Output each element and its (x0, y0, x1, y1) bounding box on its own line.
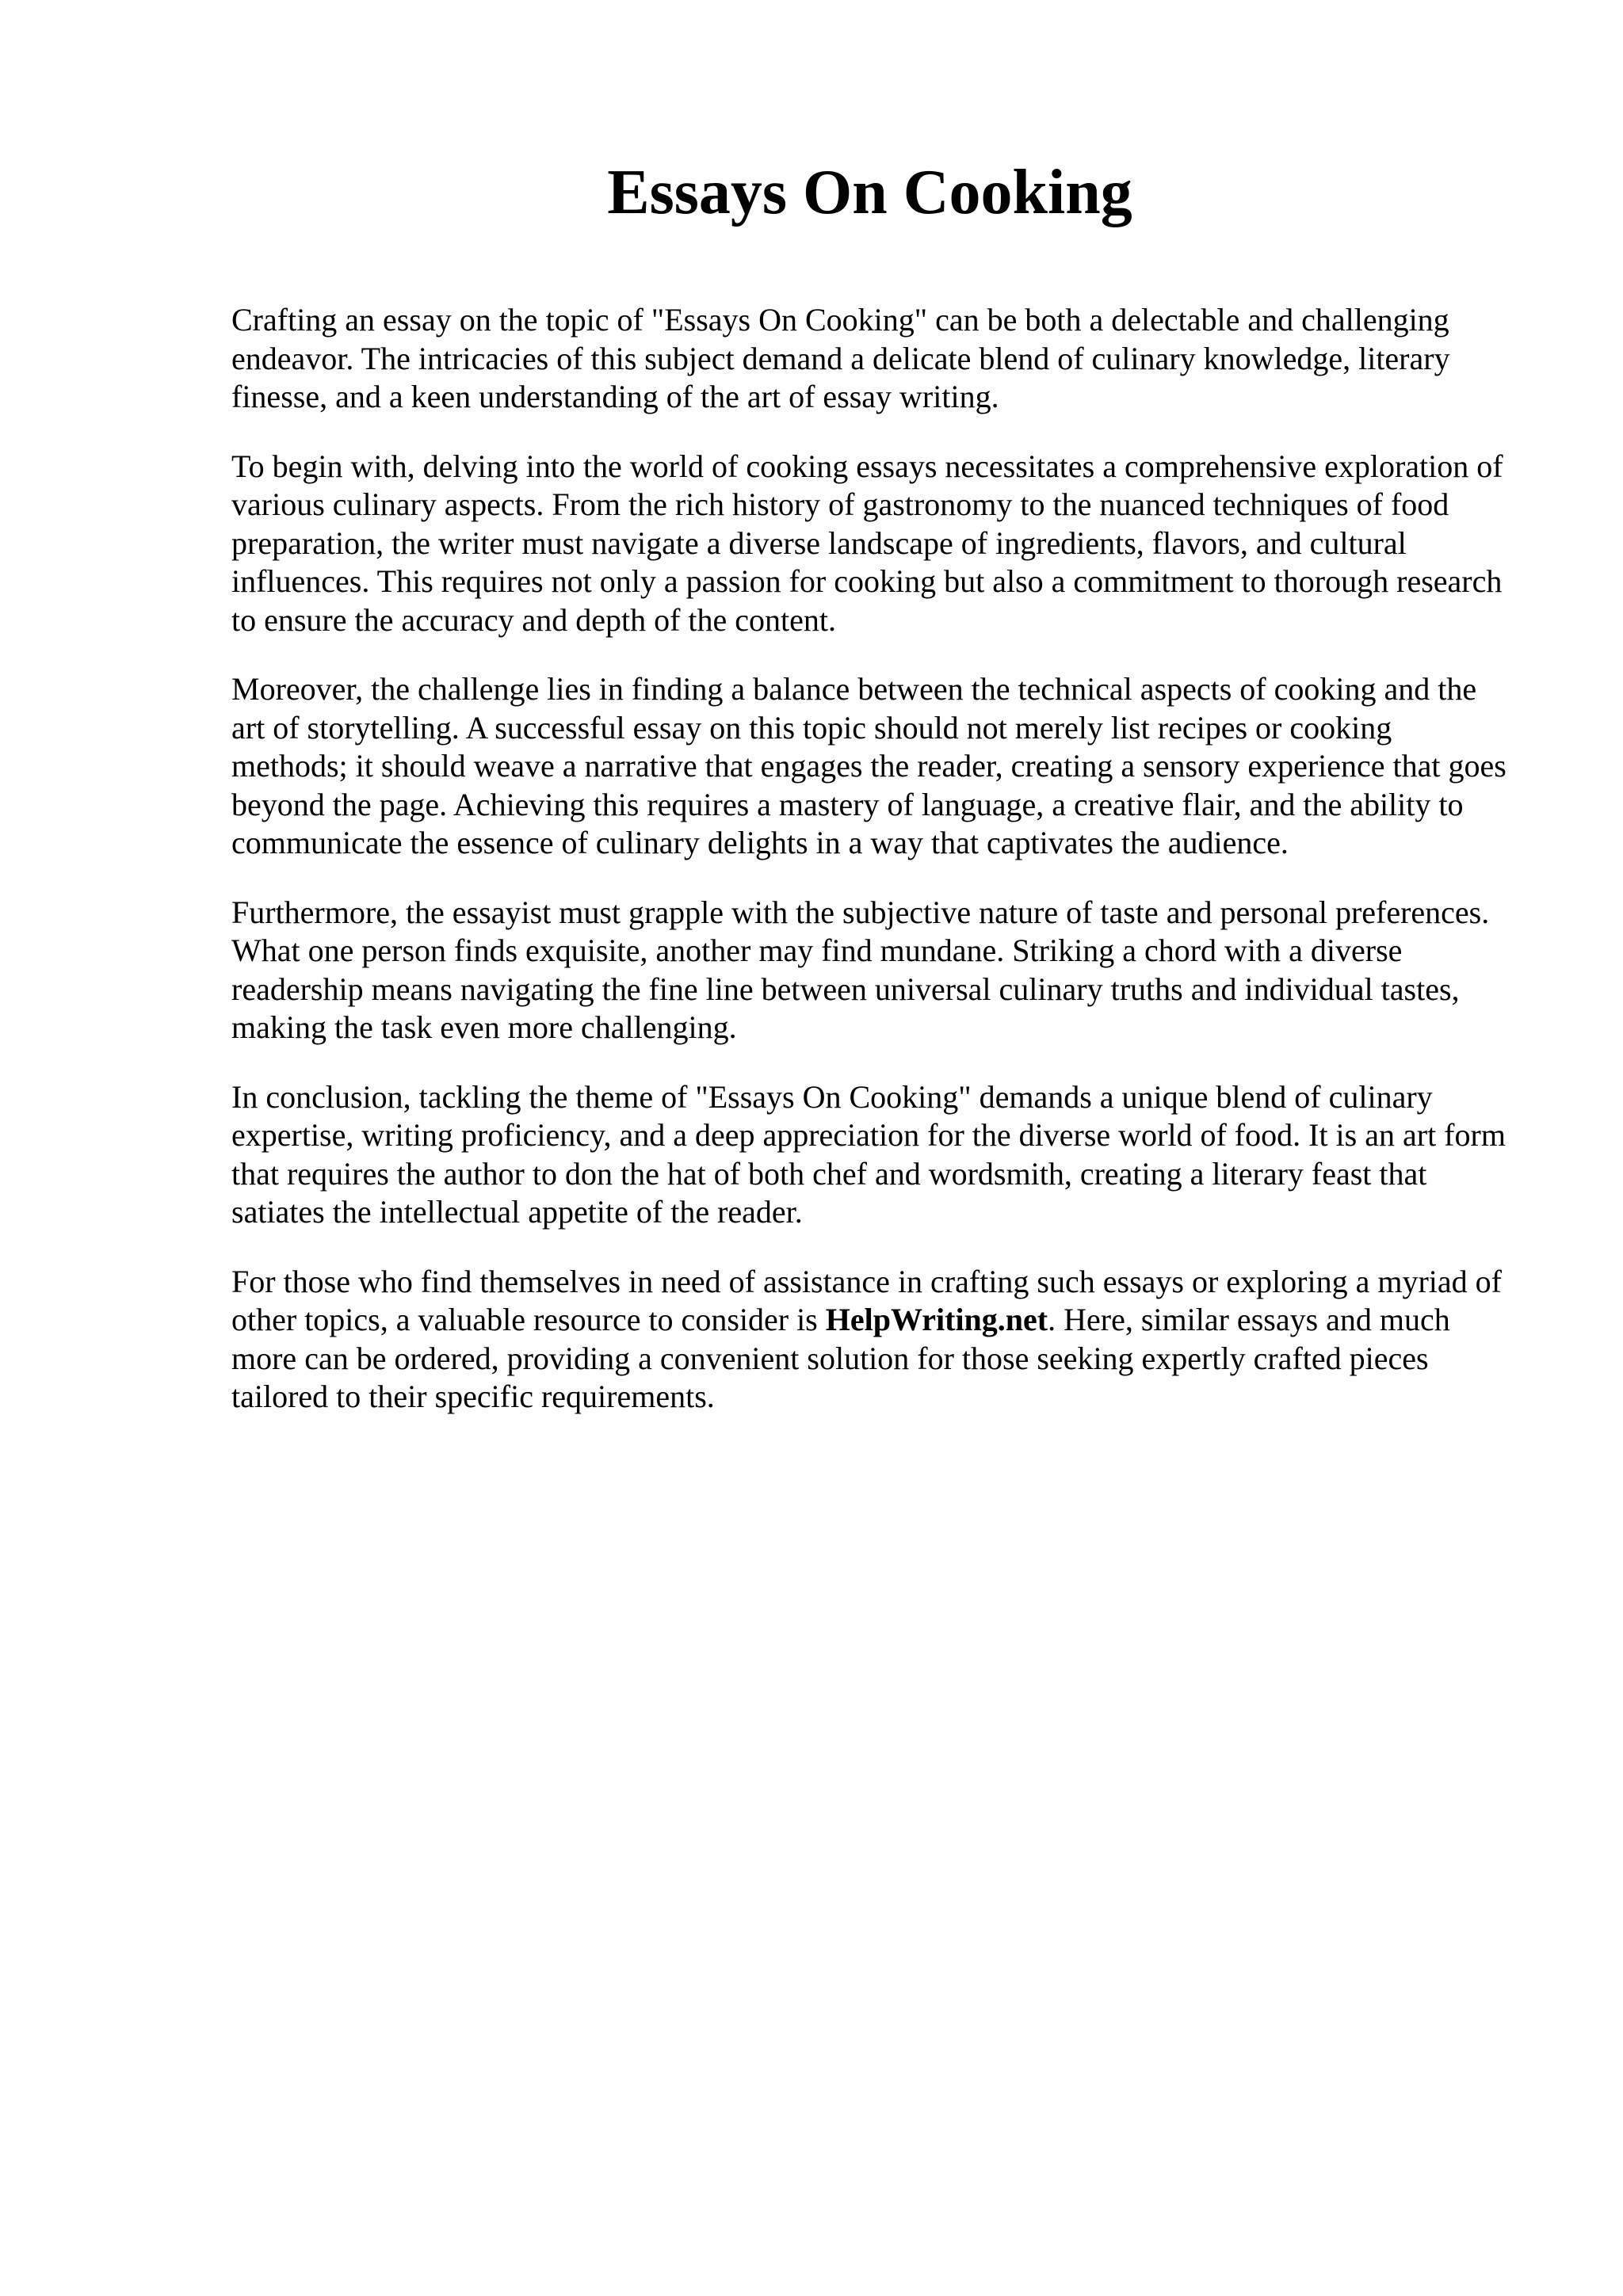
paragraph-3: Moreover, the challenge lies in finding a balance between the technical aspects of cooking and the art of storytelling. A successful essay on this topic should not merely list recipes or cooking methods; it should weave a narrative that engages the reader, creating a sensory experience that goes beyond the page. Achieving this requires a mastery of language, a creative flair, and the ability to communicate the essence of culinary delights in a way that captivates the audience. (231, 671, 1507, 860)
paragraph-5: In conclusion, tackling the theme of "Essays On Cooking" demands a unique blend of culinary expertise, writing proficiency, and a deep appreciation for the diverse world of food. It is an art form that requires the author to don the hat of both chef and wordsmith, creating a literary feast that satiates the intellectual appetite of the reader. (231, 1078, 1506, 1230)
paragraph-6-before: For those who find themselves in need of assistance in crafting such essays or exploring a myriad of other topics, a valuable resource to consider is (231, 1263, 1502, 1337)
paragraph-2: To begin with, delving into the world of cooking essays necessitates a comprehensive exploration of various culinary aspects. From the rich history of gastronomy to the nuanced techniques of food preparation, the writer must navigate a diverse landscape of ingredients, flavors, and cultural influences. This requires not only a passion for cooking but also a commitment to thorough research to ensure the accuracy and depth of the content. (231, 448, 1503, 638)
paragraph-1: Crafting an essay on the topic of "Essays On Cooking" can be both a delectable and challenging endeavor. The intricacies of this subject demand a delicate blend of culinary knowledge, literary finesse, and a keen understanding of the art of essay writing. (231, 302, 1450, 414)
brand-name: HelpWriting.net (825, 1302, 1048, 1337)
paragraph-6 (231, 1263, 1515, 1417)
document-body (231, 301, 1515, 1447)
paragraph-4: Furthermore, the essayist must grapple with the subjective nature of taste and personal preferences. What one person finds exquisite, another may find mundane. Striking a chord with a diverse readership means navigating the fine line between universal culinary truths and individual tastes, making the task even more challenging. (231, 894, 1490, 1045)
document-title: Essays On Cooking (607, 158, 1132, 227)
paragraph-6-after: . Here, similar essays and much more can be ordered, providing a convenient solution for those seeking expertly crafted pieces tailored to their specific requirements. (231, 1302, 1450, 1414)
